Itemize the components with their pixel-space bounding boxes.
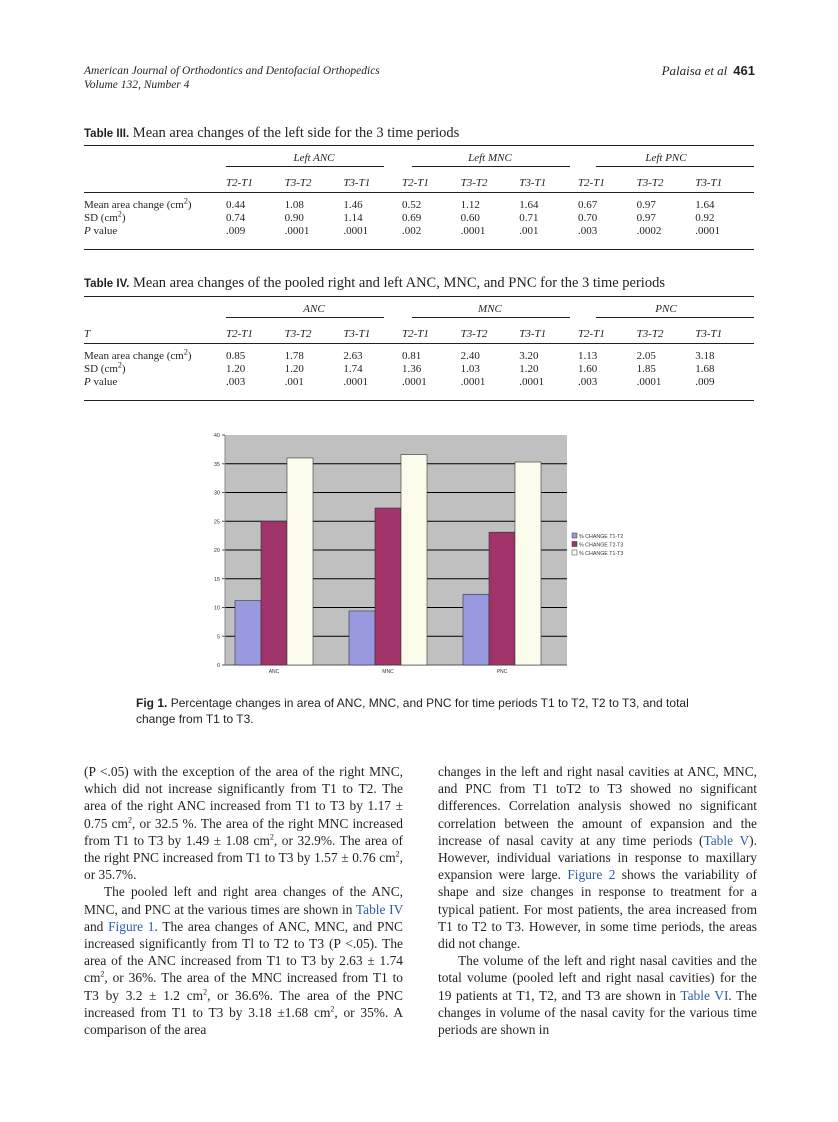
- figure2-link[interactable]: Figure 2: [567, 867, 616, 883]
- table3-group: Left PNC: [645, 152, 687, 164]
- bar: [235, 601, 261, 665]
- x-tick-label: ANC: [268, 669, 280, 675]
- legend-swatch: [572, 533, 577, 538]
- table-cell: .0001: [343, 376, 369, 388]
- bar: [401, 455, 427, 665]
- table3-period: T3-T2: [460, 177, 488, 189]
- table3-period: T3-T1: [519, 177, 547, 189]
- table3-period: T3-T1: [343, 177, 371, 189]
- table-cell: 0.71: [519, 212, 539, 224]
- table4-group-row: [84, 302, 754, 316]
- table-cell: 2.63: [343, 350, 363, 362]
- table3: [84, 151, 754, 238]
- table3-title: Mean area changes of the left side for the 3 time periods: [132, 125, 460, 141]
- paragraph: [84, 883, 403, 1038]
- y-tick-label: 0: [216, 663, 220, 669]
- table-cell: 0.69: [401, 212, 422, 224]
- table4-period: T2-T1: [226, 328, 253, 340]
- table-row: [84, 363, 754, 376]
- table-cell: .001: [519, 225, 539, 237]
- table-cell: 3.20: [519, 350, 539, 362]
- table-cell: 0.74: [226, 212, 246, 224]
- table4-label: Table IV.: [84, 278, 130, 290]
- table3-period: T2-T1: [577, 177, 605, 189]
- table-cell: 0.70: [577, 212, 598, 224]
- table-cell: .0002: [636, 225, 662, 237]
- table4-group-rule: [412, 317, 570, 318]
- table3-period-row: [84, 165, 754, 190]
- table4-period: T3-T1: [343, 328, 371, 340]
- table4-group-rule: [596, 317, 754, 318]
- table4-period: T3-T2: [636, 328, 664, 340]
- text-run: , or 35.7%.: [84, 850, 403, 883]
- table-row: [84, 190, 754, 212]
- row-label: Mean area change $(cm^2)$: [84, 196, 192, 211]
- table-cell: 0.60: [460, 212, 480, 224]
- superscript: 2: [395, 849, 400, 859]
- table4-period: T3-T1: [695, 328, 723, 340]
- bar-chart: [205, 425, 665, 683]
- table-cell: .002: [401, 225, 422, 237]
- table-cell: 0.92: [695, 212, 715, 224]
- table-cell: .001: [284, 376, 304, 388]
- table4-title: Mean area changes of the pooled right and left ANC, MNC, and PNC for the 3 time periods: [133, 275, 665, 291]
- table3-group-rule: [596, 166, 754, 167]
- text-run: . The area changes of ANC, MNC, and PNC increased significantly from Tl to T2 to T3 (P <.05). The area of the ANC increased from T1 to T3 by 2.63 ± 1.74 cm: [84, 918, 403, 986]
- table3-period: T3-T1: [695, 177, 723, 189]
- text-run: The volume of the left and right nasal cavities and the total volume (pooled left and right nasal cavities) for the 19 patients at T1, T2, and T3 are shown in: [438, 953, 757, 1003]
- text-run: , or 36.6%. The area of the PNC increased from T1 to T3 by 3.18 ±1.68 cm: [84, 987, 403, 1020]
- table4-bottom-rule: [84, 400, 754, 401]
- text-run: , or 32.9%. The area of the right PNC increased from T1 to T3 by 1.57 ± 0.76 cm: [84, 832, 403, 866]
- table4-period: T3-T2: [460, 328, 488, 340]
- table-cell: 1.08: [284, 199, 304, 211]
- table4-group-rule: [226, 317, 384, 318]
- y-tick-label: 30: [213, 490, 220, 497]
- table-row: [84, 341, 754, 363]
- figure1-chart: [205, 425, 665, 683]
- table4-group: ANC: [303, 303, 325, 315]
- table-cell: .009: [695, 376, 715, 388]
- table4-caption: [84, 275, 665, 292]
- table-cell: 1.60: [577, 363, 598, 375]
- table3-period: T2-T1: [401, 177, 429, 189]
- text-run: and: [84, 918, 109, 934]
- y-tick-label: 20: [213, 548, 220, 554]
- table4-period-row: [84, 316, 754, 341]
- table-cell: 1.68: [695, 363, 715, 375]
- table4: [84, 302, 754, 389]
- table-row: [84, 225, 754, 238]
- table3-period: T3-T2: [636, 177, 664, 189]
- page-header-right: [662, 64, 755, 78]
- table-cell: 1.64: [519, 199, 539, 211]
- table3-group: Left ANC: [293, 152, 335, 164]
- table-cell: 1.12: [460, 199, 480, 211]
- table3-top-rule: [84, 145, 754, 146]
- author-running-head: Palaisa et al: [661, 63, 728, 78]
- text-run: . The changes in volume of the nasal cavity for the various time periods are shown in: [438, 987, 757, 1038]
- text-run: ). However, individual variations in response to maxillary expansion were large.: [438, 832, 757, 883]
- text-run: , or 35%. A comparison of the area: [84, 1004, 404, 1038]
- table-cell: 0.81: [401, 350, 422, 362]
- bar: [515, 462, 541, 665]
- table-cell: 1.46: [343, 199, 363, 211]
- superscript: 2: [269, 832, 274, 842]
- table-cell: 0.97: [636, 199, 656, 211]
- paragraph: [438, 763, 757, 952]
- table-cell: .009: [226, 225, 246, 237]
- y-tick-label: 25: [213, 519, 220, 526]
- bar: [349, 611, 375, 665]
- bar: [375, 508, 401, 665]
- row-label: Mean area change $(cm^2)$: [84, 347, 192, 362]
- table-cell: 1.03: [460, 363, 480, 375]
- y-tick-label: 15: [213, 576, 220, 583]
- table3-caption: [84, 125, 459, 142]
- superscript: 2: [203, 987, 208, 997]
- journal-header: [84, 64, 380, 92]
- figure1-caption-text: Percentage changes in area of ANC, MNC, and PNC for time periods T1 to T2, T2 to T3, and total change from T1 to T3.: [136, 696, 689, 726]
- table-cell: 1.85: [636, 363, 656, 375]
- text-run: changes in the left and right nasal cavities at ANC, MNC, and PNC from T1 toT2 to T3 showed no significant differences. Correlation analysis showed no significant correlation between the amount of expansion and the increase of nasal cavity at any time periods (: [438, 764, 757, 848]
- table-cell: .0001: [460, 376, 486, 388]
- table-cell: .0001: [636, 376, 662, 388]
- figure1-caption: [136, 695, 716, 727]
- page-number: 461: [733, 63, 755, 78]
- legend-swatch: [572, 550, 577, 555]
- bar: [287, 458, 313, 665]
- table-cell: 0.52: [401, 199, 422, 211]
- legend-label: % CHANGE T1-T2: [579, 533, 624, 540]
- table-cell: 1.64: [695, 199, 715, 211]
- table4-group: PNC: [655, 303, 677, 315]
- table-cell: 0.44: [226, 199, 246, 211]
- body-right-column: [438, 763, 757, 1038]
- table4-top-rule: [84, 296, 754, 297]
- table-cell: .0001: [695, 225, 720, 237]
- table-cell: .003: [226, 376, 246, 388]
- table4-period: T2-T1: [577, 328, 605, 340]
- table4-link[interactable]: Table IV: [355, 901, 403, 917]
- table3-label: Table III.: [84, 128, 130, 140]
- y-tick-label: 40: [213, 433, 220, 439]
- bar: [261, 521, 287, 665]
- table-cell: 0.67: [577, 199, 598, 211]
- superscript: 2: [127, 815, 132, 825]
- table-cell: .003: [577, 376, 598, 388]
- table-cell: .0001: [519, 376, 545, 388]
- row-label: SD $(cm^2)$: [84, 209, 126, 224]
- text-run: shows the variability of shape and size changes in response to treatment for a typical patient. For most patients, the area increased from T1 to T2 to T3. However, in some time periods, the areas did not change.: [438, 867, 757, 952]
- table-cell: 1.20: [226, 363, 246, 375]
- table-row: [84, 376, 754, 389]
- table-cell: 1.20: [519, 363, 539, 375]
- y-tick-label: 35: [213, 461, 220, 468]
- table3-group: Left MNC: [468, 152, 512, 164]
- y-tick-label: 10: [213, 605, 220, 612]
- row-label: P value: [84, 225, 118, 237]
- row-label: SD $(cm^2)$: [84, 360, 126, 375]
- text-run: The pooled left and right area changes of the ANC, MNC, and PNC at the various times are shown in: [84, 884, 403, 917]
- table4-group: MNC: [478, 303, 502, 315]
- paragraph: [438, 952, 757, 1038]
- legend-swatch: [572, 542, 577, 547]
- text-run: , or 36%. The area of the MNC increased from T1 to T3 by 3.2 ± 1.2 cm: [84, 970, 403, 1003]
- table-cell: 1.14: [343, 212, 363, 224]
- table4-period: T3-T1: [519, 328, 547, 340]
- table-cell: 1.20: [284, 363, 304, 375]
- table-cell: 3.18: [695, 350, 715, 362]
- table-cell: 2.40: [460, 350, 480, 362]
- table4-header-rule: [84, 343, 754, 344]
- table3-group-rule: [412, 166, 570, 167]
- bar: [489, 532, 515, 665]
- x-tick-label: MNC: [382, 669, 394, 675]
- journal-name: American Journal of Orthodontics and Dentofacial Orthopedics: [84, 65, 380, 77]
- superscript: 2: [100, 969, 105, 979]
- journal-volume: Volume 132, Number 4: [84, 79, 190, 91]
- table-cell: .0001: [343, 225, 369, 237]
- table6-link[interactable]: Table VI: [680, 987, 729, 1003]
- figure1-label: Fig 1.: [136, 696, 168, 710]
- superscript: 2: [330, 1004, 335, 1014]
- row-label: P value: [84, 376, 118, 388]
- table-cell: 1.78: [284, 350, 304, 362]
- paragraph: [84, 763, 403, 883]
- figure1-link[interactable]: Figure 1: [108, 918, 155, 934]
- table3-bottom-rule: [84, 249, 754, 250]
- table-cell: .0001: [284, 225, 310, 237]
- body-left-column: [84, 763, 403, 1038]
- table-cell: 1.36: [401, 363, 422, 375]
- table-cell: 0.90: [284, 212, 304, 224]
- x-tick-label: PNC: [496, 669, 508, 675]
- table-cell: 0.85: [226, 350, 246, 362]
- legend-label: % CHANGE T1-T3: [579, 550, 624, 557]
- bar: [463, 594, 489, 665]
- table-cell: .0001: [401, 376, 427, 388]
- table3-period: T3-T2: [284, 177, 312, 189]
- table-cell: 0.97: [636, 212, 656, 224]
- table-cell: 1.13: [577, 350, 598, 362]
- text-run: (P <.05) with the exception of the area of the right MNC, which did not increase significantly from T1 to T2. The area of the right ANC increased from T1 to T3 by 1.17 ± 0.75 cm: [84, 764, 403, 831]
- table3-group-row: [84, 151, 754, 165]
- table-cell: .003: [577, 225, 598, 237]
- table5-link[interactable]: Table V: [703, 832, 750, 848]
- table3-header-rule: [84, 192, 754, 193]
- table-cell: .0001: [460, 225, 486, 237]
- table-cell: 2.05: [636, 350, 656, 362]
- table3-group-rule: [226, 166, 384, 167]
- table4-corner: T: [84, 328, 91, 340]
- table4-period: T2-T1: [401, 328, 429, 340]
- table3-period: T2-T1: [226, 177, 253, 189]
- text-run: , or 32.5 %. The area of the right MNC increased from T1 to T3 by 1.49 ± 1.08 cm: [84, 815, 403, 848]
- legend-label: % CHANGE T2-T3: [579, 542, 624, 549]
- table4-period: T3-T2: [284, 328, 312, 340]
- table-cell: 1.74: [343, 363, 363, 375]
- table-row: [84, 212, 754, 225]
- y-tick-label: 5: [216, 634, 220, 641]
